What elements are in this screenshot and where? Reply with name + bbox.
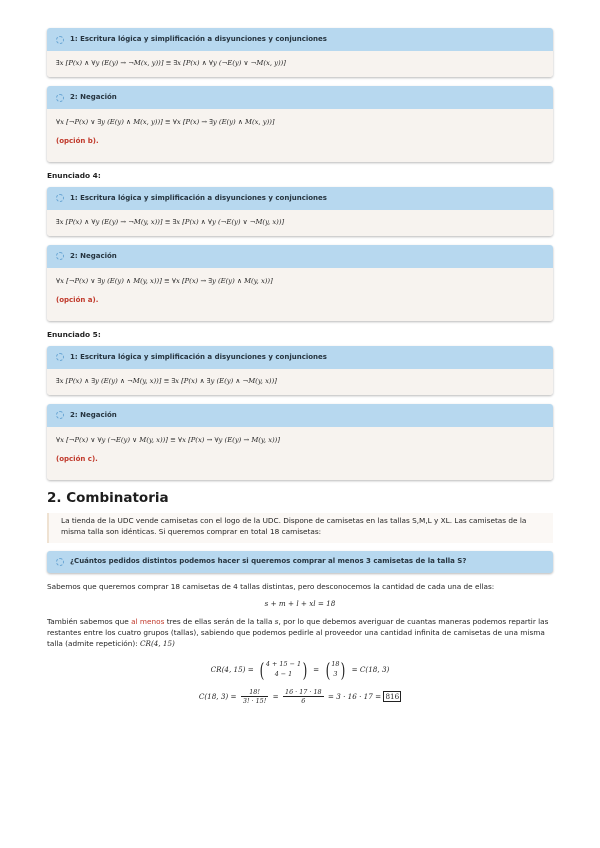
binomial: [258, 657, 309, 682]
callout-logic-writing: [47, 187, 553, 236]
equals-sign: =: [313, 664, 320, 674]
inline-formula: CR(4, 15): [140, 638, 175, 648]
callout-body: [47, 109, 553, 162]
callout-title: 1: Escritura lógica y simplificación a disyunciones y conjunciones: [70, 193, 327, 202]
answer-option: (opción b).: [56, 137, 99, 146]
paragraph-text: También sabemos que: [47, 616, 132, 626]
fraction: [283, 688, 324, 706]
logic-formula: ∃x [P(x) ∧ ∀y (E(y) → ¬M(y, x))] ≡ ∃x [P(x) ∧ ∀y (¬E(y) ∨ ¬M(y, x))]: [56, 218, 285, 227]
paren-left: (: [259, 657, 265, 682]
callout-header: [47, 187, 553, 210]
dotted-circle-icon: [56, 411, 64, 419]
callout-header: [47, 86, 553, 109]
highlight-text: al menos: [131, 616, 165, 626]
answer-option: (opción a).: [56, 296, 99, 305]
paragraph-text: tres de ellas serán de la talla: [164, 616, 275, 626]
question-text: ¿Cuántos pedidos distintos podemos hacer si queremos comprar al menos 3 camisetas de la talla S?: [70, 557, 467, 566]
paren-right: ): [341, 657, 346, 682]
boxed-result: 816: [385, 691, 400, 701]
equation-lhs: CR(4, 15) =: [210, 664, 254, 674]
callout-body: [47, 427, 553, 480]
callout-title: 1: Escritura lógica y simplificación a disyunciones y conjunciones: [70, 352, 327, 361]
logic-formula: ∀x [¬P(x) ∨ ∃y (E(y) ∧ M(x, y))] ≡ ∀x [P(x) → ∃y (E(y) ∧ M(x, y))]: [56, 118, 275, 126]
callout-negation: [47, 404, 553, 480]
callout-title: 2: Negación: [70, 251, 117, 260]
callout-title: 1: Escritura lógica y simplificación a disyunciones y conjunciones: [70, 34, 327, 43]
binomial-bottom: 3: [333, 669, 338, 678]
equation-cr: [47, 657, 553, 682]
paragraph: Sabemos que queremos comprar 18 camisetas de 4 tallas distintas, pero desconocemos la cantidad de cada una de ellas:: [47, 582, 495, 592]
section-label: Enunciado 4:: [47, 171, 101, 180]
callout-logic-writing: [47, 28, 553, 77]
logic-formula: ∃x [P(x) ∧ ∃y (E(y) ∧ ¬M(y, x))] ≡ ∃x [P(x) ∧ ∃y (E(y) ∧ ¬M(y, x))]: [56, 377, 277, 386]
equation-middle: = 3 · 16 · 17 =: [327, 691, 382, 701]
equals-sign: =: [272, 691, 279, 701]
callout-header: [47, 245, 553, 268]
callout-body: [47, 51, 553, 77]
equation-c: [47, 688, 553, 706]
section-heading: 2. Combinatoria: [47, 489, 169, 506]
problem-statement: La tienda de la UDC vende camisetas con el logo de la UDC. Dispone de camisetas en las tallas S,M,L y XL. Las camisetas de la misma talla son idénticas. Si queremos comprar en total 18 camisetas:: [47, 513, 553, 543]
callout-body: [47, 210, 553, 236]
logic-formula: ∀x [¬P(x) ∨ ∃y (E(y) ∧ M(y, x))] ≡ ∀x [P(x) → ∃y (E(y) ∧ M(y, x))]: [56, 276, 273, 285]
fraction-denominator: 3! · 15!: [242, 697, 267, 706]
logic-formula: ∀x [¬P(x) ∨ ∀y (¬E(y) ∨ M(y, x))] ≡ ∀x [P(x) → ∀y (E(y) → M(y, x))]: [56, 435, 280, 444]
callout-header: [47, 346, 553, 369]
callout-title: 2: Negación: [70, 92, 117, 101]
dotted-circle-icon: [56, 94, 64, 102]
binomial-bottom: 4 − 1: [274, 669, 293, 678]
paren-left: (: [325, 657, 330, 682]
callout-header: [47, 28, 553, 51]
callout-logic-writing: [47, 346, 553, 395]
binomial: [324, 657, 348, 682]
dotted-circle-icon: [56, 558, 64, 566]
binomial-top: 4 + 15 − 1: [265, 660, 302, 669]
fraction-numerator: 16 · 17 · 18: [285, 687, 322, 696]
dotted-circle-icon: [56, 36, 64, 44]
section-label: Enunciado 5:: [47, 329, 101, 339]
equation-lhs: C(18, 3) =: [198, 691, 237, 701]
equation-text: s + m + l + xl = 18: [264, 599, 336, 608]
callout-negation: [47, 245, 553, 321]
paragraph: [47, 617, 553, 650]
logic-formula: ∃x [P(x) ∧ ∀y (E(y) → ¬M(x, y))] ≡ ∃x [P(x) ∧ ∀y (¬E(y) ∨ ¬M(x, y))]: [56, 59, 286, 68]
fraction-numerator: 18!: [241, 688, 268, 698]
paragraph-text: , por lo que debemos averiguar de cuantas maneras podemos repartir las restantes entre los cuatro grupos (tallas), sabiendo que podemos pedirle al proveedor una cantidad infinita de camisetas de una misma talla (admite repetición):: [47, 616, 549, 648]
dotted-circle-icon: [56, 252, 64, 260]
binomial-stack: [266, 660, 301, 679]
question-callout: [47, 551, 553, 573]
callout-header: [47, 404, 553, 427]
inline-variable: s: [274, 616, 279, 626]
callout-negation: [47, 86, 553, 162]
binomial-stack: [331, 660, 339, 679]
dotted-circle-icon: [56, 353, 64, 361]
paren-right: ): [302, 657, 308, 682]
answer-option: (opción c).: [56, 455, 98, 464]
callout-body: [47, 268, 553, 321]
fraction: [241, 688, 268, 706]
fraction-denominator: 6: [301, 697, 306, 706]
equation-sum: [47, 599, 553, 609]
dotted-circle-icon: [56, 194, 64, 202]
equation-rhs: = C(18, 3): [351, 664, 390, 674]
binomial-top: 18: [331, 660, 340, 669]
callout-body: [47, 369, 553, 395]
callout-title: 2: Negación: [70, 410, 117, 419]
